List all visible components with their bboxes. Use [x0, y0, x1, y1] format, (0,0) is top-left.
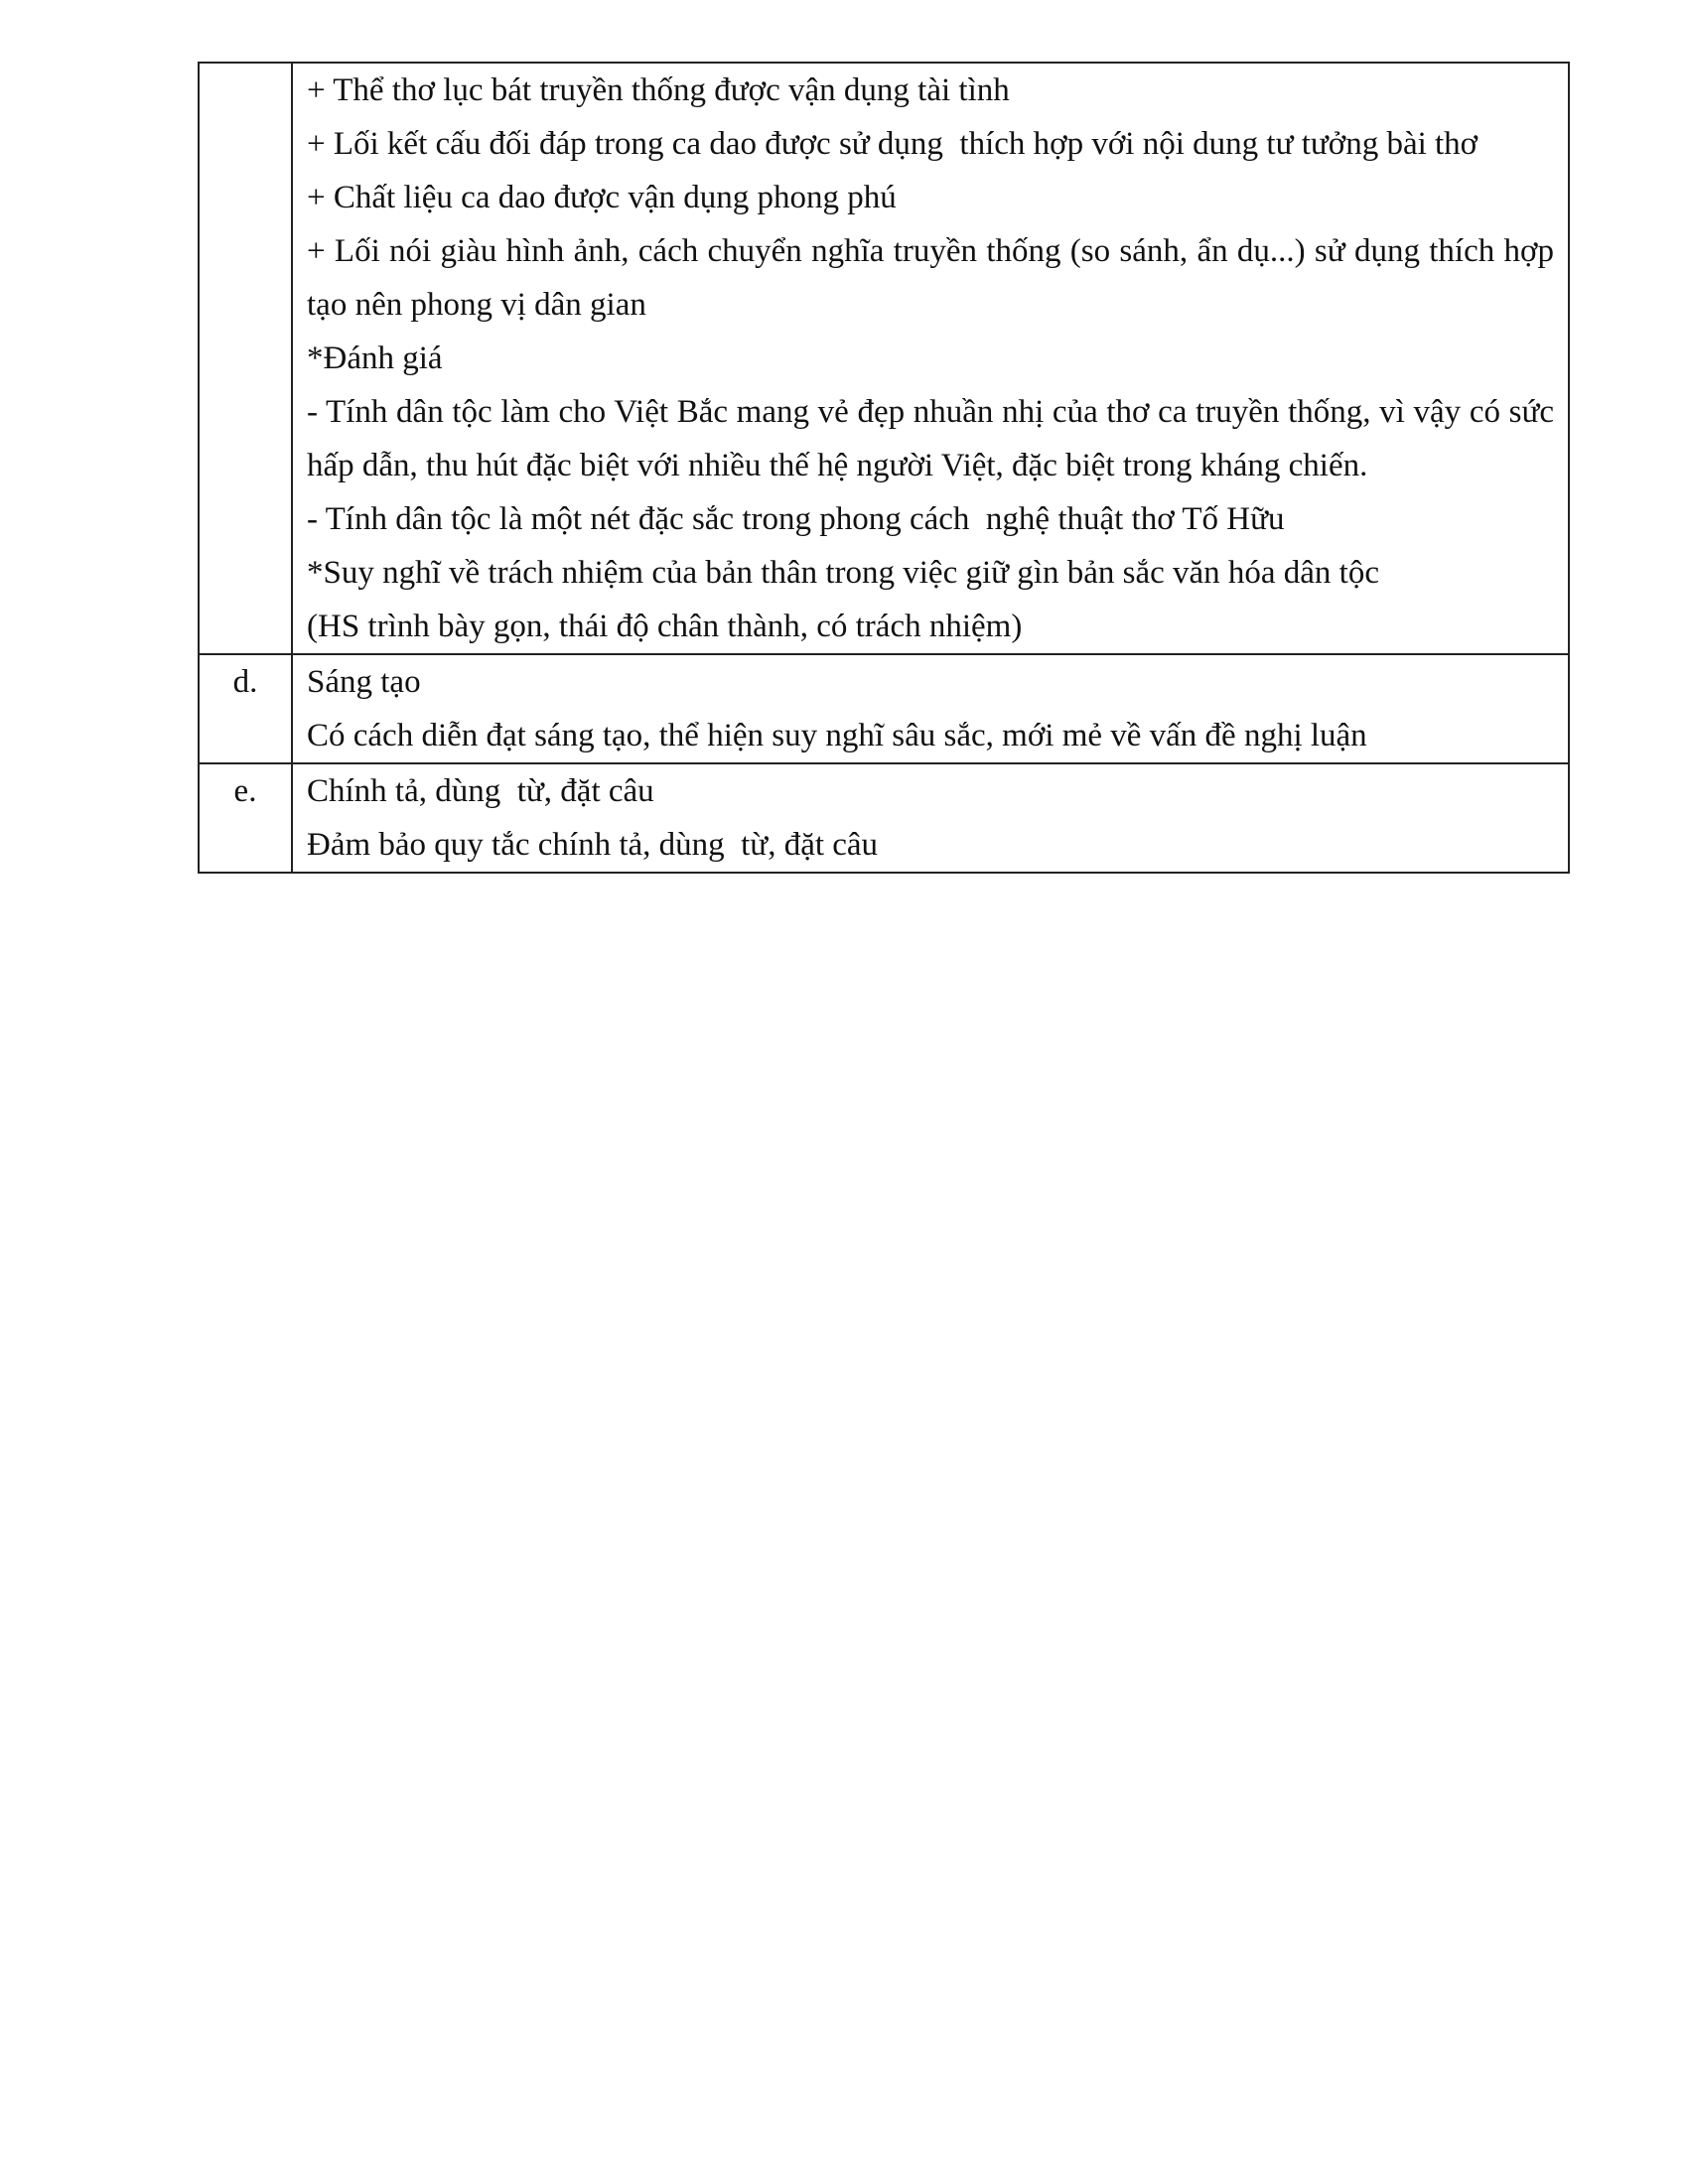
content-line: + Chất liệu ca dao được vận dụng phong phú — [307, 180, 897, 215]
row-label: e. — [233, 773, 257, 809]
row-label-cell — [199, 654, 292, 763]
row-content-cell — [292, 654, 1569, 763]
criterion-title: Chính tả, dùng từ, đặt câu — [307, 773, 654, 809]
row-content-cell — [292, 763, 1569, 873]
content-line: + Lối kết cấu đối đáp trong ca dao được sử dụng thích hợp với nội dung tư tưởng bài thơ — [307, 126, 1478, 162]
row-label-cell — [199, 63, 292, 654]
content-line: - Tính dân tộc là một nét đặc sắc trong phong cách nghệ thuật thơ Tố Hữu — [307, 501, 1285, 537]
table-row — [199, 63, 1569, 654]
content-line: + Thể thơ lục bát truyền thống được vận dụng tài tình — [307, 72, 1010, 108]
row-label: d. — [232, 664, 258, 700]
section-heading: *Suy nghĩ về trách nhiệm của bản thân trong việc giữ gìn bản sắc văn hóa dân tộc — [307, 555, 1379, 591]
criterion-description: Có cách diễn đạt sáng tạo, thể hiện suy nghĩ sâu sắc, mới mẻ về vấn đề nghị luận — [307, 718, 1367, 753]
table-row — [199, 763, 1569, 873]
criterion-title: Sáng tạo — [307, 664, 421, 700]
content-line: - Tính dân tộc làm cho Việt Bắc mang vẻ đẹp nhuần nhị của thơ ca truyền thống, vì vậy có sức hấp dẫn, thu hút đặc biệt với nhiều thế hệ người Việt, đặc biệt trong kháng chiến. — [307, 394, 1563, 483]
criterion-description: Đảm bảo quy tắc chính tả, dùng từ, đặt câu — [307, 827, 879, 863]
row-label-cell — [199, 763, 292, 873]
section-heading: *Đánh giá — [307, 341, 443, 376]
table-row — [199, 654, 1569, 763]
content-line: + Lối nói giàu hình ảnh, cách chuyển nghĩa truyền thống (so sánh, ẩn dụ...) sử dụng thích hợp tạo nên phong vị dân gian — [307, 233, 1563, 323]
row-content-cell — [292, 63, 1569, 654]
grading-rubric-table — [198, 62, 1570, 874]
content-line: (HS trình bày gọn, thái độ chân thành, có trách nhiệm) — [307, 609, 1023, 644]
